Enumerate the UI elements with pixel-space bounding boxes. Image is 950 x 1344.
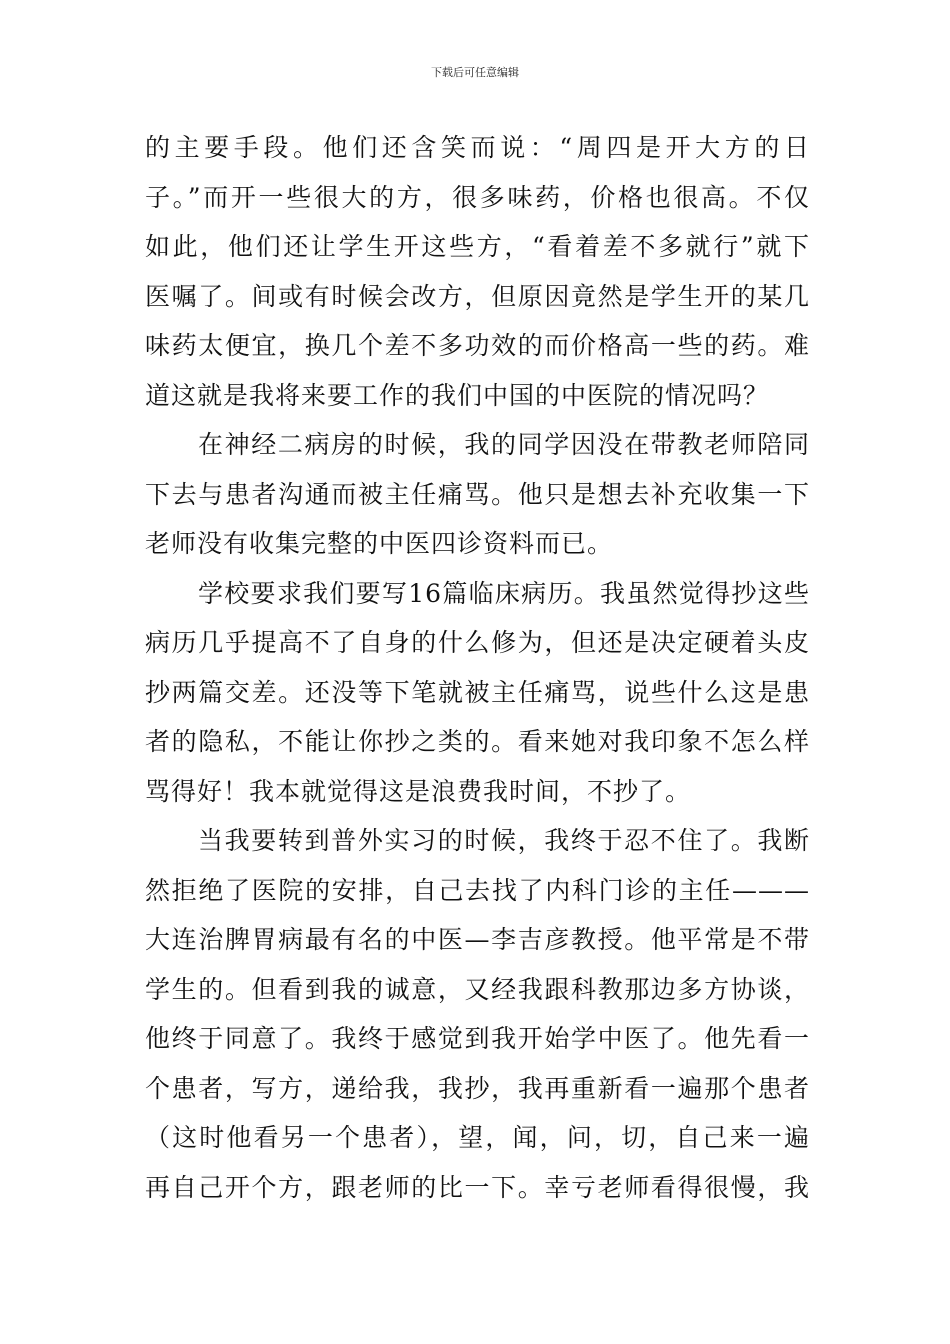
- text-line: 个患者，写方，递给我，我抄，我再重新看一遍那个患者: [145, 1074, 810, 1103]
- text-line: 道这就是我将来要工作的我们中国的中医院的情况吗？: [145, 381, 770, 410]
- text-line: 者的隐私，不能让你抄之类的。看来她对我印象不怎么样: [145, 727, 810, 756]
- text-line: 如此，他们还让学生开这些方，“看着差不多就行”就下: [145, 232, 810, 261]
- text-line: 下去与患者沟通而被主任痛骂。他只是想去补充收集一下: [145, 480, 810, 509]
- page-header: 下载后可任意编辑: [431, 66, 519, 79]
- text-line: （这时他看另一个患者），望，闻，问，切，自己来一遍: [145, 1123, 810, 1152]
- text-line: 然拒绝了医院的安排，自己去找了内科门诊的主任———: [145, 876, 810, 905]
- text-line: 病历几乎提高不了自身的什么修为，但还是决定硬着头皮: [145, 628, 810, 657]
- text-line: 学校要求我们要写16篇临床病历。我虽然觉得抄这些: [198, 579, 810, 608]
- text-line: 骂得好！我本就觉得这是浪费我时间，不抄了。: [145, 777, 692, 806]
- text-line: 他终于同意了。我终于感觉到我开始学中医了。他先看一: [145, 1024, 810, 1053]
- text-line: 再自己开个方，跟老师的比一下。幸亏老师看得很慢，我: [145, 1173, 810, 1202]
- text-line: 学生的。但看到我的诚意，又经我跟科教那边多方协谈，: [145, 975, 810, 1004]
- text-line: 当我要转到普外实习的时候，我终于忍不住了。我断: [198, 826, 810, 855]
- text-line: 医嘱了。间或有时候会改方，但原因竟然是学生开的某几: [145, 282, 810, 311]
- text-line: 抄两篇交差。还没等下笔就被主任痛骂，说些什么这是患: [145, 678, 810, 707]
- text-line: 的主要手段。他们还含笑而说：“周四是开大方的日: [145, 133, 810, 162]
- text-line: 大连治脾胃病最有名的中医—李吉彦教授。他平常是不带: [145, 925, 810, 954]
- text-line: 老师没有收集完整的中医四诊资料而已。: [145, 529, 614, 558]
- text-line: 味药太便宜，换几个差不多功效的而价格高一些的药。难: [145, 331, 810, 360]
- text-line: 在神经二病房的时候，我的同学因没在带教老师陪同: [198, 430, 810, 459]
- text-line: 子。”而开一些很大的方，很多味药，价格也很高。不仅: [145, 183, 810, 212]
